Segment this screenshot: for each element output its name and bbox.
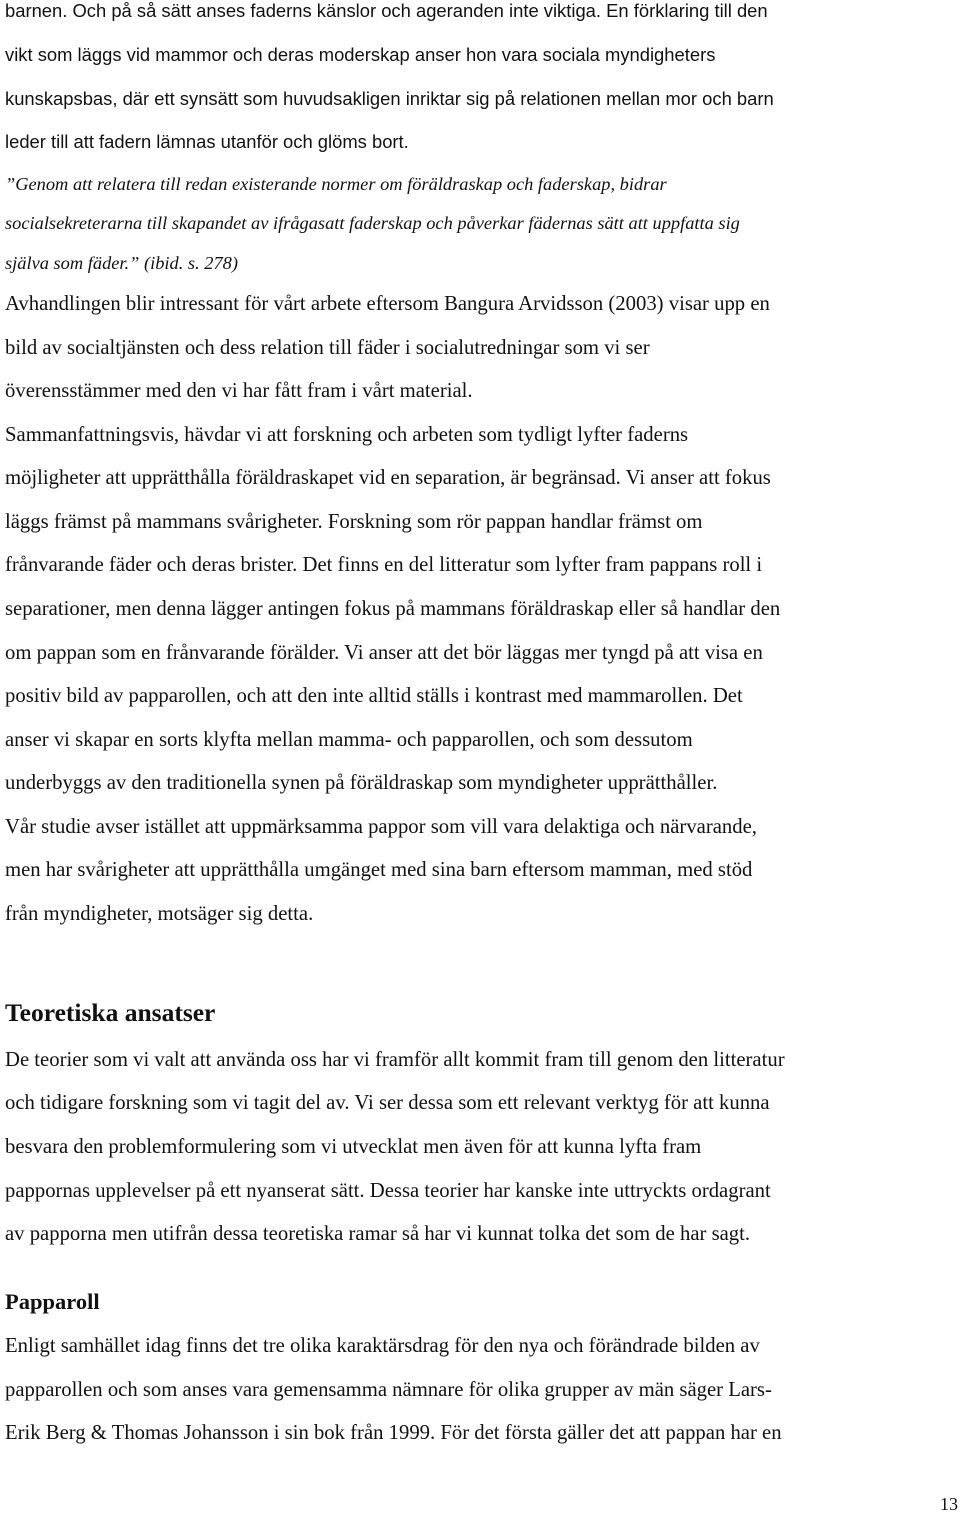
papparoll-line: Enligt samhället idag finns det tre olika karaktärsdrag för den nya och förändrade bilden av xyxy=(5,1335,760,1357)
quote-line: ”Genom att relatera till redan existerande normer om föräldraskap och faderskap, bidrar xyxy=(5,174,667,194)
subsection-heading: Papparoll xyxy=(5,1289,100,1314)
theory-line: av papporna men utifrån dessa teoretiska ramar så har vi kunnat tolka det som de har sagt. xyxy=(5,1223,751,1245)
intro-line: barnen. Och på så sätt anses faderns känslor och ageranden inte viktiga. En förklaring till den xyxy=(5,0,768,21)
theory-line: besvara den problemformulering som vi utvecklat men även för att kunna lyfta fram xyxy=(5,1136,702,1158)
body-line: överensstämmer med den vi har fått fram i vårt material. xyxy=(5,380,473,402)
body-line: separationer, men denna lägger antingen fokus på mammans föräldraskap eller så handlar den xyxy=(5,598,781,620)
theory-line: De teorier som vi valt att använda oss har vi framför allt kommit fram till genom den litteratur xyxy=(5,1049,785,1071)
body-line: Vår studie avser istället att uppmärksamma pappor som vill vara delaktiga och närvarande, xyxy=(5,816,757,838)
body-line: Sammanfattningsvis, hävdar vi att forskning och arbeten som tydligt lyfter faderns xyxy=(5,424,689,446)
section-heading: Teoretiska ansatser xyxy=(5,998,216,1027)
papparoll-line: papparollen och som anses vara gemensamma nämnare för olika grupper av män säger Lars- xyxy=(5,1379,772,1401)
body-line: men har svårigheter att upprätthålla umgänget med sina barn eftersom mamman, med stöd xyxy=(5,859,753,881)
body-line: Avhandlingen blir intressant för vårt arbete eftersom Bangura Arvidsson (2003) visar upp en xyxy=(5,293,770,315)
body-line: om pappan som en frånvarande förälder. Vi anser att det bör läggas mer tyngd på att visa en xyxy=(5,642,763,664)
papparoll-line: Erik Berg & Thomas Johansson i sin bok från 1999. För det första gäller det att pappan har en xyxy=(5,1422,782,1444)
intro-line: leder till att fadern lämnas utanför och glöms bort. xyxy=(5,131,409,152)
theory-line: och tidigare forskning som vi tagit del av. Vi ser dessa som ett relevant verktyg för att kunna xyxy=(5,1092,770,1114)
page-number: 13 xyxy=(940,1494,958,1514)
theory-line: pappornas upplevelser på ett nyanserat sätt. Dessa teorier har kanske inte uttryckts ordagrant xyxy=(5,1180,771,1202)
quote-line: socialsekreterarna till skapandet av ifrågasatt faderskap och påverkar fädernas sätt att uppfatta sig xyxy=(5,213,740,233)
body-line: positiv bild av papparollen, och att den inte alltid ställs i kontrast med mammarollen. Det xyxy=(5,685,743,707)
quote-line: själva som fäder.” (ibid. s. 278) xyxy=(5,253,238,273)
body-line: anser vi skapar en sorts klyfta mellan mamma- och papparollen, och som dessutom xyxy=(5,729,693,751)
body-line: möjligheter att upprätthålla föräldraskapet vid en separation, är begränsad. Vi anser att fokus xyxy=(5,467,771,489)
body-line: från myndigheter, motsäger sig detta. xyxy=(5,903,314,925)
intro-line: vikt som läggs vid mammor och deras moderskap anser hon vara sociala myndigheters xyxy=(5,44,716,65)
body-line: underbyggs av den traditionella synen på föräldraskap som myndigheter upprätthåller. xyxy=(5,772,718,794)
body-line: bild av socialtjänsten och dess relation till fäder i socialutredningar som vi ser xyxy=(5,337,650,359)
body-line: läggs främst på mammans svårigheter. Forskning som rör pappan handlar främst om xyxy=(5,511,703,533)
intro-line: kunskapsbas, där ett synsätt som huvudsakligen inriktar sig på relationen mellan mor och barn xyxy=(5,88,774,109)
body-line: frånvarande fäder och deras brister. Det finns en del litteratur som lyfter fram pappans roll i xyxy=(5,554,763,576)
